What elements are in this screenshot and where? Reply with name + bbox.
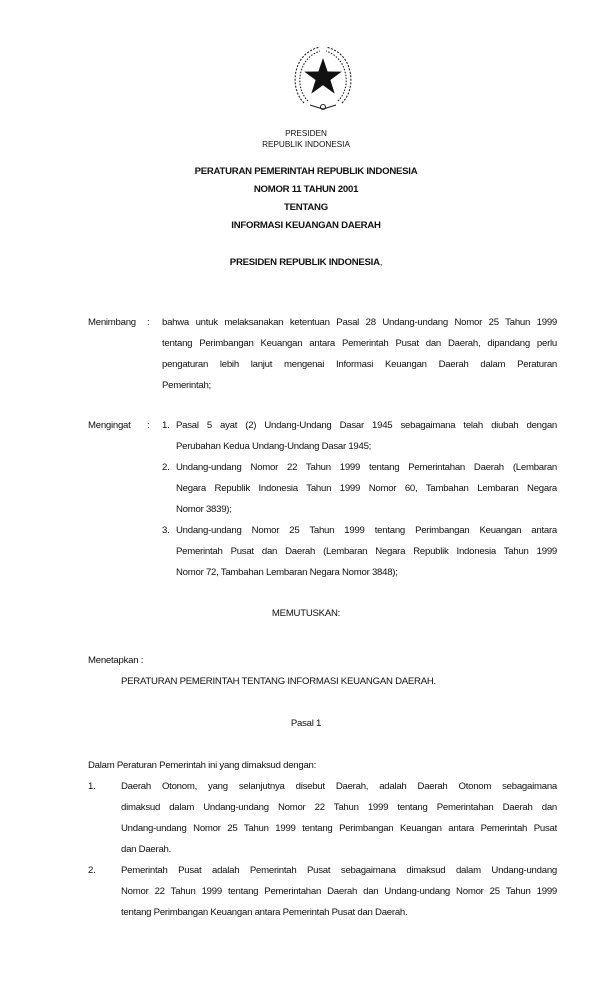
emblem-caption-line: REPUBLIK INDONESIA	[262, 140, 350, 149]
pasal-item	[88, 860, 557, 923]
title-line: TENTANG	[284, 202, 328, 213]
menimbang-colon: :	[147, 317, 150, 328]
text-line: Nomor 22 Tahun 1999 tentang Pemerintahan Daerah dan Undang-undang Nomor 25 Tahun 1999	[121, 886, 557, 897]
president-text: PRESIDEN REPUBLIK INDONESIA	[229, 257, 380, 268]
pasal-1-list	[88, 776, 557, 923]
item-number: 2.	[162, 462, 170, 473]
text-line: Nomor 72, Tambahan Lembaran Negara Nomor 3848);	[176, 567, 398, 578]
text-line: pengaturan lebih lanjut mengenai Informasi Keuangan Daerah dalam Peraturan	[162, 359, 557, 370]
menetapkan-text: PERATURAN PEMERINTAH TENTANG INFORMASI KEUANGAN DAERAH.	[121, 676, 436, 687]
menimbang-text	[162, 312, 557, 396]
text-line: Nomor 3839);	[176, 504, 232, 515]
text-line: Pemerintah Pusat adalah Pemerintah Pusat sebagaimana dimaksud dalam Undang-undang	[121, 865, 557, 876]
item-number: 2.	[88, 865, 96, 876]
text-line: Undang-undang Nomor 22 Tahun 1999 tentang Pemerintahan Daerah (Lembaran	[176, 462, 557, 473]
pasal-item	[88, 776, 557, 860]
presidential-emblem-icon	[292, 45, 354, 111]
mengingat-item	[162, 520, 557, 583]
president-heading	[0, 254, 612, 272]
pasal-1-heading: Pasal 1	[290, 718, 322, 729]
text-line: Undang-undang Nomor 25 Tahun 1999 tentang Perimbangan Keuangan antara Pemerintah Pusat	[121, 823, 557, 834]
item-number: 1.	[88, 781, 96, 792]
mengingat-item	[162, 415, 557, 457]
text-line: bahwa untuk melaksanakan ketentuan Pasal 28 Undang-undang Nomor 25 Tahun 1999	[162, 317, 557, 328]
menetapkan-label: Menetapkan :	[88, 655, 144, 666]
text-line: dan Daerah.	[121, 844, 172, 855]
item-number: 1.	[162, 420, 170, 431]
mengingat-colon: :	[147, 420, 150, 431]
document-title	[0, 163, 612, 235]
mengingat-label: Mengingat	[88, 420, 131, 431]
pasal-1-intro: Dalam Peraturan Pemerintah ini yang dimaksud dengan:	[88, 760, 317, 771]
memutuskan-heading: MEMUTUSKAN:	[271, 608, 341, 619]
text-line: Undang-undang Nomor 25 Tahun 1999 tentang Perimbangan Keuangan antara	[176, 525, 557, 536]
title-line: INFORMASI KEUANGAN DAERAH	[231, 220, 381, 231]
text-line: Daerah Otonom, yang selanjutnya disebut Daerah, adalah Daerah Otonom sebagaimana	[121, 781, 557, 792]
text-line: tentang Perimbangan Keuangan antara Pemerintah Pusat dan Daerah, dipandang perlu	[162, 338, 557, 349]
title-line: PERATURAN PEMERINTAH REPUBLIK INDONESIA	[194, 166, 418, 177]
text-line: tentang Perimbangan Keuangan antara Pemerintah Pusat dan Daerah.	[121, 907, 408, 918]
mengingat-list	[162, 415, 557, 583]
emblem-caption	[0, 128, 612, 150]
text-line: Pasal 5 ayat (2) Undang-Undang Dasar 1945 sebagaimana telah diubah dengan	[176, 420, 557, 431]
menimbang-label: Menimbang	[88, 317, 136, 328]
text-line: Pemerintah Pusat dan Daerah (Lembaran Negara Republik Indonesia Tahun 1999	[176, 546, 557, 557]
mengingat-item	[162, 457, 557, 520]
text-line: dimaksud dalam Undang-undang Nomor 22 Tahun 1999 tentang Pemerintahan Daerah dan	[121, 802, 557, 813]
title-line: NOMOR 11 TAHUN 2001	[253, 184, 359, 195]
item-number: 3.	[162, 525, 170, 536]
text-line: Perubahan Kedua Undang-Undang Dasar 1945;	[176, 441, 372, 452]
president-suffix: ,	[379, 257, 383, 268]
emblem-caption-line: PRESIDEN	[285, 129, 327, 138]
text-line: Pemerintah;	[162, 380, 211, 391]
text-line: Negara Republik Indonesia Tahun 1999 Nomor 60, Tambahan Lembaran Negara	[176, 483, 557, 494]
